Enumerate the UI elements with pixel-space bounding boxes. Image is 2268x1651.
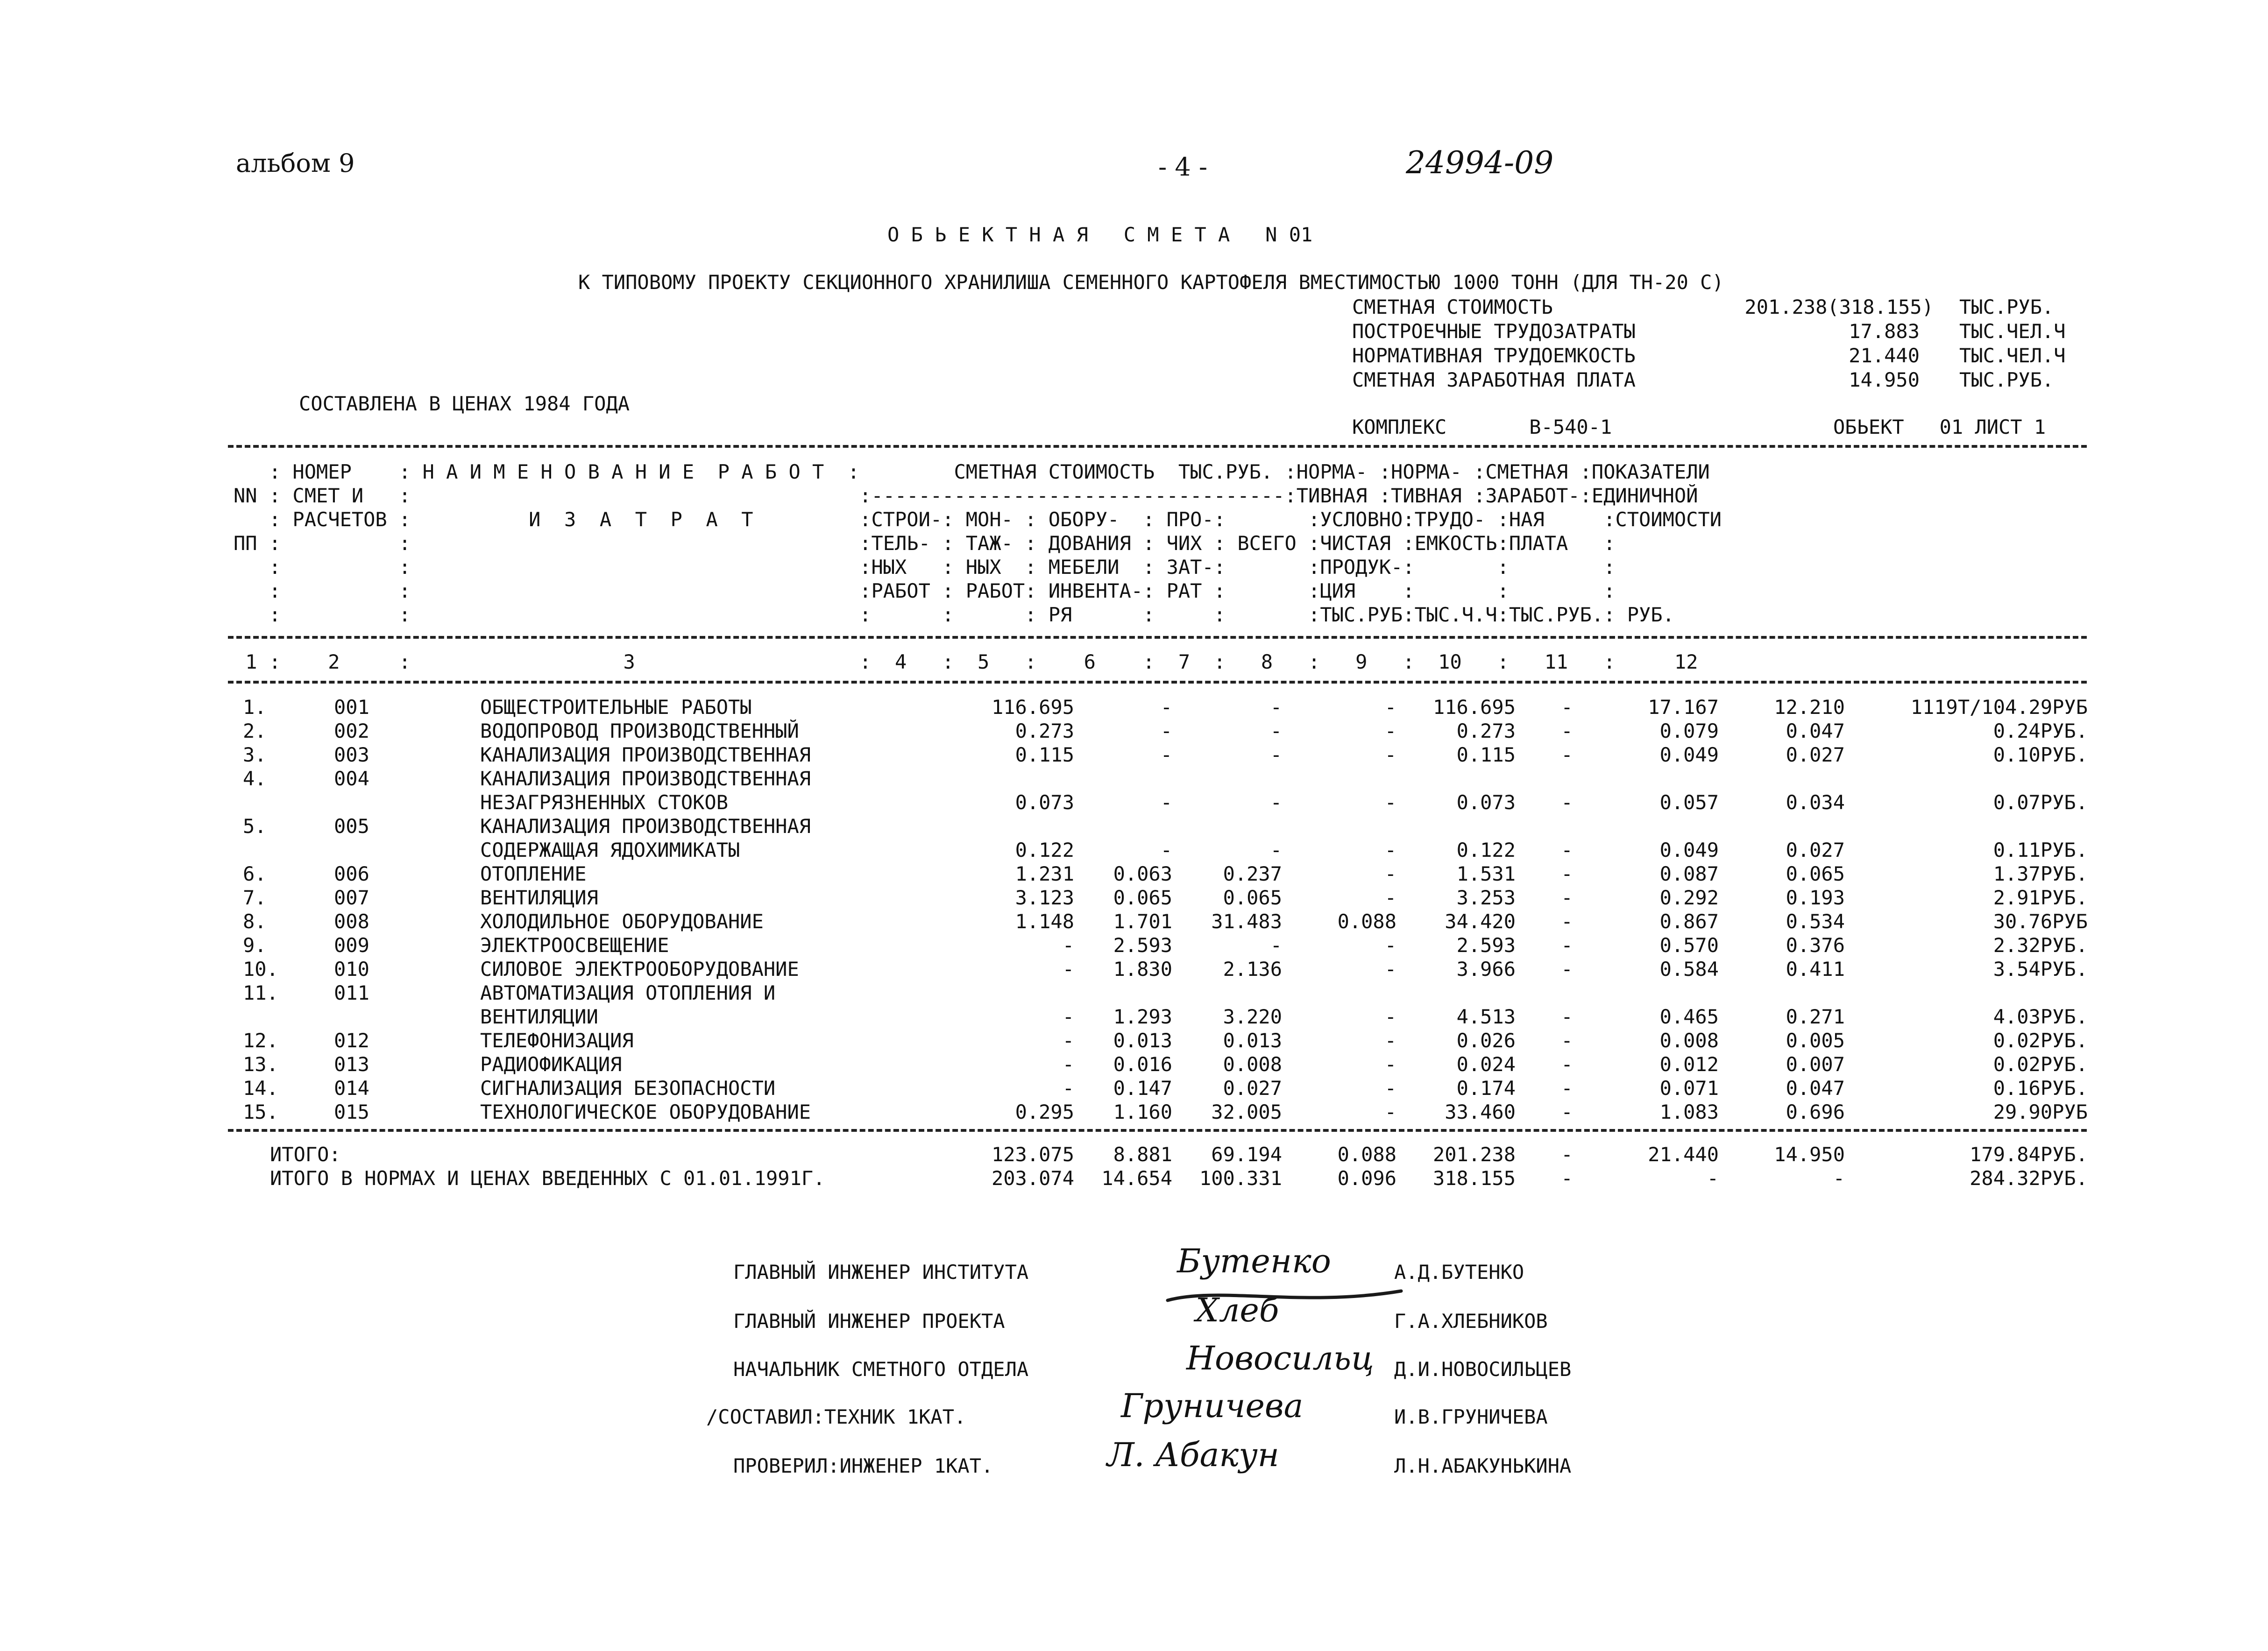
summary-value: 21.440 — [1849, 344, 1920, 367]
work-name: КАНАЛИЗАЦИЯ ПРОИЗВОДСТВЕННАЯ — [480, 815, 811, 838]
cell-c7: - — [1384, 1005, 1396, 1028]
signatory-role: ГЛАВНЫЙ ИНЖЕНЕР ИНСТИТУТА — [733, 1261, 1029, 1284]
cell-c7: - — [1384, 958, 1396, 981]
cell-c9: - — [1561, 839, 1573, 861]
summary-value: 201.238(318.155) — [1744, 296, 1934, 318]
estimate-code: 015 — [334, 1101, 369, 1123]
cell-c10: 0.049 — [1659, 839, 1719, 861]
work-name: СИЛОВОЕ ЭЛЕКТРООБОРУДОВАНИЕ — [480, 958, 799, 981]
cell-c11: 0.007 — [1786, 1053, 1845, 1076]
cell-c10: 0.079 — [1659, 720, 1719, 742]
cell-c12: 1119Т/104.29РУБ — [1910, 696, 2088, 719]
cell-c8: 0.273 — [1456, 720, 1516, 742]
row-number: 13. — [243, 1053, 278, 1076]
cell-c9: - — [1561, 1101, 1573, 1123]
row-number: 2. — [243, 720, 267, 742]
total-c4: 123.075 — [991, 1143, 1074, 1166]
signatory-name: А.Д.БУТЕНКО — [1394, 1261, 1524, 1284]
work-name: ОБЩЕСТРОИТЕЛЬНЫЕ РАБОТЫ — [480, 696, 752, 719]
cell-c12: 3.54РУБ. — [1993, 958, 2088, 981]
cell-c5: - — [1160, 696, 1172, 719]
cell-c8: 0.073 — [1456, 791, 1516, 814]
table-header-line: : : : : : РЯ : : :ТЫС.РУБ:ТЫС.Ч.Ч:ТЫС.РУБ.: РУБ. — [234, 603, 1674, 626]
totals-label: ИТОГО: — [270, 1143, 341, 1166]
table-rule-header — [228, 636, 2087, 639]
total-c9: - — [1561, 1143, 1573, 1166]
cell-c7: - — [1384, 1029, 1396, 1052]
cell-c8: 0.024 — [1456, 1053, 1516, 1076]
cell-c4: 1.231 — [1015, 862, 1074, 885]
cell-c4: 0.115 — [1015, 743, 1074, 766]
cell-c4: 116.695 — [991, 696, 1074, 719]
cell-c12: 0.11РУБ. — [1993, 839, 2088, 861]
summary-label: НОРМАТИВНАЯ ТРУДОЕМКОСТЬ — [1352, 344, 1636, 367]
cell-c6: - — [1270, 696, 1282, 719]
cell-c12: 2.32РУБ. — [1993, 934, 2088, 957]
cell-c6: 0.027 — [1223, 1077, 1282, 1100]
cell-c12: 0.16РУБ. — [1993, 1077, 2088, 1100]
summary-unit: ТЫС.РУБ. — [1959, 296, 2054, 318]
estimate-code: 003 — [334, 743, 369, 766]
summary-unit: ТЫС.РУБ. — [1959, 368, 2054, 391]
cell-c7: - — [1384, 934, 1396, 957]
object-sheet-label: ОБЬЕКТ 01 ЛИСТ 1 — [1833, 416, 2046, 438]
work-name: НЕЗАГРЯЗНЕННЫХ СТОКОВ — [480, 791, 729, 814]
cell-c4: - — [1062, 934, 1074, 957]
cell-c12: 0.10РУБ. — [1993, 743, 2088, 766]
work-name: ТЕХНОЛОГИЧЕСКОЕ ОБОРУДОВАНИЕ — [480, 1101, 811, 1123]
cell-c7: 0.088 — [1337, 910, 1396, 933]
signatory-name: И.В.ГРУНИЧЕВА — [1394, 1405, 1548, 1428]
row-number: 4. — [243, 767, 267, 790]
cell-c11: 0.047 — [1786, 1077, 1845, 1100]
cell-c9: - — [1561, 1029, 1573, 1052]
cell-c8: 1.531 — [1456, 862, 1516, 885]
work-name: РАДИОФИКАЦИЯ — [480, 1053, 622, 1076]
cell-c11: 0.534 — [1786, 910, 1845, 933]
cell-c6: 0.237 — [1223, 862, 1282, 885]
cell-c6: 2.136 — [1223, 958, 1282, 981]
work-name: ХОЛОДИЛЬНОЕ ОБОРУДОВАНИЕ — [480, 910, 764, 933]
work-name: СИГНАЛИЗАЦИЯ БЕЗОПАСНОСТИ — [480, 1077, 776, 1100]
cell-c8: 0.115 — [1456, 743, 1516, 766]
cell-c4: - — [1062, 1005, 1074, 1028]
totals-label: ИТОГО В НОРМАХ И ЦЕНАХ ВВЕДЕННЫХ С 01.01.1991Г. — [270, 1167, 825, 1190]
cell-c12: 4.03РУБ. — [1993, 1005, 2088, 1028]
cell-c10: 0.570 — [1659, 934, 1719, 957]
cell-c11: 0.411 — [1786, 958, 1845, 981]
total-c10: - — [1707, 1167, 1719, 1190]
total-c6: 100.331 — [1199, 1167, 1282, 1190]
cell-c4: 0.073 — [1015, 791, 1074, 814]
cell-c7: - — [1384, 839, 1396, 861]
cell-c9: - — [1561, 1077, 1573, 1100]
cell-c9: - — [1561, 934, 1573, 957]
cell-c5: - — [1160, 791, 1172, 814]
estimate-code: 002 — [334, 720, 369, 742]
cell-c6: 3.220 — [1223, 1005, 1282, 1028]
cell-c12: 0.07РУБ. — [1993, 791, 2088, 814]
signatory-role: ГЛАВНЫЙ ИНЖЕНЕР ПРОЕКТА — [733, 1310, 1005, 1333]
column-numbers: 1 : 2 : 3 : 4 : 5 : 6 : 7 : 8 : 9 : 10 : 11 : 12 — [234, 650, 1698, 673]
document-number: 24994-09 — [1406, 145, 1554, 181]
cell-c6: 0.013 — [1223, 1029, 1282, 1052]
cell-c12: 0.02РУБ. — [1993, 1053, 2088, 1076]
estimate-code: 009 — [334, 934, 369, 957]
table-header — [234, 460, 1722, 627]
cell-c10: 0.087 — [1659, 862, 1719, 885]
cell-c8: 3.966 — [1456, 958, 1516, 981]
work-name: КАНАЛИЗАЦИЯ ПРОИЗВОДСТВЕННАЯ — [480, 743, 811, 766]
cell-c7: - — [1384, 791, 1396, 814]
cell-c9: - — [1561, 743, 1573, 766]
cell-c12: 1.37РУБ. — [1993, 862, 2088, 885]
cell-c11: 0.065 — [1786, 862, 1845, 885]
cell-c7: - — [1384, 743, 1396, 766]
cell-c10: 0.867 — [1659, 910, 1719, 933]
signatory-role: /СОСТАВИЛ:ТЕХНИК 1КАТ. — [706, 1405, 966, 1428]
summary-label: СМЕТНАЯ ЗАРАБОТНАЯ ПЛАТА — [1352, 368, 1636, 391]
estimate-code: 001 — [334, 696, 369, 719]
cell-c6: 0.065 — [1223, 886, 1282, 909]
total-c7: 0.088 — [1337, 1143, 1396, 1166]
estimate-code: 011 — [334, 981, 369, 1004]
total-c11: - — [1833, 1167, 1845, 1190]
summary-unit: ТЫС.ЧЕЛ.Ч — [1959, 344, 2066, 367]
summary-label: СМЕТНАЯ СТОИМОСТЬ — [1352, 296, 1553, 318]
cell-c10: 0.071 — [1659, 1077, 1719, 1100]
cell-c11: 0.271 — [1786, 1005, 1845, 1028]
cell-c8: 2.593 — [1456, 934, 1516, 957]
estimate-code: 004 — [334, 767, 369, 790]
signatory-name: Л.Н.АБАКУНЬКИНА — [1394, 1454, 1572, 1477]
work-name: ВЕНТИЛЯЦИЯ — [480, 886, 598, 909]
estimate-code: 013 — [334, 1053, 369, 1076]
cell-c6: - — [1270, 934, 1282, 957]
album-label: альбом 9 — [236, 148, 355, 178]
total-c6: 69.194 — [1211, 1143, 1282, 1166]
handwritten-signature: Л. Абакун — [1107, 1436, 1279, 1474]
cell-c10: 0.584 — [1659, 958, 1719, 981]
handwritten-signature: Хлеб — [1196, 1291, 1279, 1329]
cell-c6: 32.005 — [1211, 1101, 1282, 1123]
table-header-line: : : :РАБОТ : РАБОТ: ИНВЕНТА-: РАТ : :ЦИЯ : : : — [234, 579, 1616, 602]
cell-c5: 2.593 — [1113, 934, 1172, 957]
cell-c8: 0.122 — [1456, 839, 1516, 861]
cell-c12: 0.02РУБ. — [1993, 1029, 2088, 1052]
estimate-code: 007 — [334, 886, 369, 909]
document-subtitle: К ТИПОВОМУ ПРОЕКТУ СЕКЦИОННОГО ХРАНИЛИША СЕМЕННОГО КАРТОФЕЛЯ ВМЕСТИМОСТЬЮ 1000 ТОНН (ДЛЯ ТН-20 С) — [578, 271, 1724, 294]
cell-c8: 4.513 — [1456, 1005, 1516, 1028]
cell-c9: - — [1561, 862, 1573, 885]
cell-c6: - — [1270, 791, 1282, 814]
cell-c8: 34.420 — [1445, 910, 1516, 933]
total-c9: - — [1561, 1167, 1573, 1190]
table-header-line: : : :НЫХ : НЫХ : МЕБЕЛИ : ЗАТ-: :ПРОДУК-: : : — [234, 556, 1616, 579]
cell-c4: 0.295 — [1015, 1101, 1074, 1123]
cell-c7: - — [1384, 720, 1396, 742]
estimate-code: 014 — [334, 1077, 369, 1100]
cell-c5: - — [1160, 743, 1172, 766]
estimate-code: 012 — [334, 1029, 369, 1052]
cell-c4: - — [1062, 1029, 1074, 1052]
cell-c8: 0.174 — [1456, 1077, 1516, 1100]
cell-c5: 0.016 — [1113, 1053, 1172, 1076]
cell-c11: 0.005 — [1786, 1029, 1845, 1052]
cell-c5: 0.063 — [1113, 862, 1172, 885]
cell-c6: 31.483 — [1211, 910, 1282, 933]
cell-c6: - — [1270, 720, 1282, 742]
work-name: КАНАЛИЗАЦИЯ ПРОИЗВОДСТВЕННАЯ — [480, 767, 811, 790]
row-number: 7. — [243, 886, 267, 909]
estimate-code: 008 — [334, 910, 369, 933]
cell-c4: - — [1062, 958, 1074, 981]
cell-c11: 0.027 — [1786, 839, 1845, 861]
cell-c5: 0.013 — [1113, 1029, 1172, 1052]
estimate-code: 006 — [334, 862, 369, 885]
cell-c10: 0.012 — [1659, 1053, 1719, 1076]
row-number: 10. — [243, 958, 278, 981]
row-number: 11. — [243, 981, 278, 1004]
complex-label: КОМПЛЕКС В-540-1 — [1352, 416, 1612, 438]
work-name: СОДЕРЖАЩАЯ ЯДОХИМИКАТЫ — [480, 839, 740, 861]
total-c4: 203.074 — [991, 1167, 1074, 1190]
cell-c6: - — [1270, 839, 1282, 861]
cell-c11: 0.696 — [1786, 1101, 1845, 1123]
cell-c11: 0.193 — [1786, 886, 1845, 909]
row-number: 6. — [243, 862, 267, 885]
cell-c4: - — [1062, 1077, 1074, 1100]
row-number: 8. — [243, 910, 267, 933]
cell-c5: 0.065 — [1113, 886, 1172, 909]
table-rule-body — [228, 681, 2087, 684]
cell-c8: 0.026 — [1456, 1029, 1516, 1052]
row-number: 12. — [243, 1029, 278, 1052]
cell-c9: - — [1561, 720, 1573, 742]
cell-c7: - — [1384, 886, 1396, 909]
total-c7: 0.096 — [1337, 1167, 1396, 1190]
cell-c11: 0.376 — [1786, 934, 1845, 957]
table-rule-totals — [228, 1129, 2087, 1132]
cell-c7: - — [1384, 862, 1396, 885]
cell-c12: 29.90РУБ — [1993, 1101, 2088, 1123]
summary-label: ПОСТРОЕЧНЫЕ ТРУДОЗАТРАТЫ — [1352, 320, 1636, 343]
cell-c10: 0.465 — [1659, 1005, 1719, 1028]
work-name: ВЕНТИЛЯЦИИ — [480, 1005, 598, 1028]
table-rule-top — [228, 445, 2087, 448]
estimate-code: 005 — [334, 815, 369, 838]
page-number: - 4 - — [1158, 152, 1208, 182]
row-number: 9. — [243, 934, 267, 957]
handwritten-signature: Новосильц — [1186, 1339, 1374, 1377]
cell-c10: 0.008 — [1659, 1029, 1719, 1052]
table-header-line: : НОМЕР : Н А И М Е Н О В А Н И Е Р А Б О Т : СМЕТНАЯ СТОИМОСТЬ ТЫС.РУБ. :НОРМА- :НОРМА- :СМЕТНАЯ :ПОКАЗАТЕЛИ — [234, 460, 1710, 483]
cell-c7: - — [1384, 1077, 1396, 1100]
cell-c11: 0.027 — [1786, 743, 1845, 766]
handwritten-signature: Бутенко — [1177, 1242, 1331, 1280]
cell-c10: 17.167 — [1648, 696, 1719, 719]
cell-c11: 0.047 — [1786, 720, 1845, 742]
cell-c10: 0.057 — [1659, 791, 1719, 814]
row-number: 15. — [243, 1101, 278, 1123]
cell-c9: - — [1561, 1053, 1573, 1076]
cell-c4: 0.273 — [1015, 720, 1074, 742]
document-title: О Б Ь Е К Т Н А Я С М Е Т А N 01 — [887, 223, 1313, 246]
cell-c9: - — [1561, 791, 1573, 814]
cell-c5: - — [1160, 720, 1172, 742]
summary-value: 17.883 — [1849, 320, 1920, 343]
estimate-code: 010 — [334, 958, 369, 981]
signatory-role: ПРОВЕРИЛ:ИНЖЕНЕР 1КАТ. — [733, 1454, 993, 1477]
cell-c4: 3.123 — [1015, 886, 1074, 909]
cell-c5: - — [1160, 839, 1172, 861]
handwritten-signature: Груничева — [1121, 1387, 1304, 1425]
row-number: 5. — [243, 815, 267, 838]
signatory-name: Г.А.ХЛЕБНИКОВ — [1394, 1310, 1548, 1333]
cell-c7: - — [1384, 1101, 1396, 1123]
total-c5: 14.654 — [1101, 1167, 1172, 1190]
cell-c5: 1.830 — [1113, 958, 1172, 981]
signatory-name: Д.И.НОВОСИЛЬЦЕВ — [1394, 1358, 1572, 1381]
cell-c4: 0.122 — [1015, 839, 1074, 861]
cell-c11: 0.034 — [1786, 791, 1845, 814]
cell-c9: - — [1561, 958, 1573, 981]
cell-c5: 0.147 — [1113, 1077, 1172, 1100]
signature-flourish — [1163, 1282, 1406, 1310]
cell-c12: 0.24РУБ. — [1993, 720, 2088, 742]
work-name: ЭЛЕКТРООСВЕЩЕНИЕ — [480, 934, 669, 957]
total-c8: 318.155 — [1432, 1167, 1516, 1190]
work-name: ВОДОПРОВОД ПРОИЗВОДСТВЕННЫЙ — [480, 720, 799, 742]
row-number: 3. — [243, 743, 267, 766]
work-name: ТЕЛЕФОНИЗАЦИЯ — [480, 1029, 634, 1052]
cell-c10: 1.083 — [1659, 1101, 1719, 1123]
cell-c6: 0.008 — [1223, 1053, 1282, 1076]
cell-c5: 1.701 — [1113, 910, 1172, 933]
row-number: 1. — [243, 696, 267, 719]
cell-c11: 12.210 — [1774, 696, 1845, 719]
table-header-line: ПП : : :ТЕЛЬ- : ТАЖ- : ДОВАНИЯ : ЧИХ : ВСЕГО :ЧИСТАЯ :ЕМКОСТЬ:ПЛАТА : — [234, 532, 1616, 555]
cell-c9: - — [1561, 696, 1573, 719]
signatory-role: НАЧАЛЬНИК СМЕТНОГО ОТДЕЛА — [733, 1358, 1029, 1381]
cell-c6: - — [1270, 743, 1282, 766]
summary-unit: ТЫС.ЧЕЛ.Ч — [1959, 320, 2066, 343]
cell-c9: - — [1561, 1005, 1573, 1028]
table-header-line: : РАСЧЕТОВ : И З А Т Р А Т :СТРОИ-: МОН- : ОБОРУ- : ПРО-: :УСЛОВНО:ТРУДО- :НАЯ :СТОИМОСТИ — [234, 508, 1722, 531]
cell-c12: 2.91РУБ. — [1993, 886, 2088, 909]
cell-c7: - — [1384, 1053, 1396, 1076]
cell-c10: 0.292 — [1659, 886, 1719, 909]
total-c11: 14.950 — [1774, 1143, 1845, 1166]
cell-c7: - — [1384, 696, 1396, 719]
total-c8: 201.238 — [1432, 1143, 1516, 1166]
cell-c4: - — [1062, 1053, 1074, 1076]
prices-note: СОСТАВЛЕНА В ЦЕНАХ 1984 ГОДА — [299, 392, 630, 415]
cell-c9: - — [1561, 886, 1573, 909]
cell-c12: 30.76РУБ — [1993, 910, 2088, 933]
total-c12: 179.84РУБ. — [1970, 1143, 2088, 1166]
table-header-line: NN : СМЕТ И : :-----------------------------------:ТИВНАЯ :ТИВНАЯ :ЗАРАБОТ-:ЕДИНИЧНОЙ — [234, 484, 1698, 507]
total-c10: 21.440 — [1648, 1143, 1719, 1166]
work-name: АВТОМАТИЗАЦИЯ ОТОПЛЕНИЯ И — [480, 981, 776, 1004]
row-number: 14. — [243, 1077, 278, 1100]
cell-c8: 3.253 — [1456, 886, 1516, 909]
cell-c5: 1.160 — [1113, 1101, 1172, 1123]
total-c5: 8.881 — [1113, 1143, 1172, 1166]
cell-c9: - — [1561, 910, 1573, 933]
cell-c8: 33.460 — [1445, 1101, 1516, 1123]
cell-c5: 1.293 — [1113, 1005, 1172, 1028]
summary-value: 14.950 — [1849, 368, 1920, 391]
cell-c8: 116.695 — [1432, 696, 1516, 719]
cell-c4: 1.148 — [1015, 910, 1074, 933]
work-name: ОТОПЛЕНИЕ — [480, 862, 587, 885]
total-c12: 284.32РУБ. — [1970, 1167, 2088, 1190]
cell-c10: 0.049 — [1659, 743, 1719, 766]
